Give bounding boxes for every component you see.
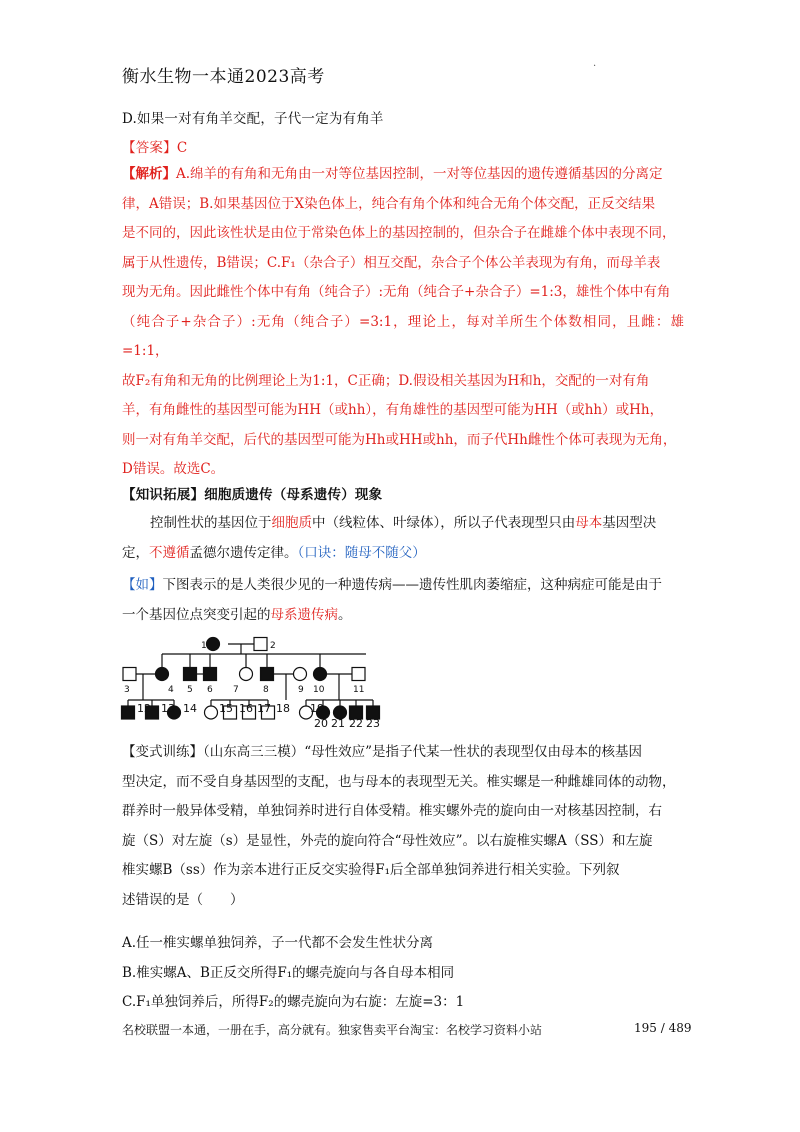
label-13: 13 <box>161 702 175 715</box>
individual-5-affected-male <box>184 668 197 681</box>
analysis-line: 羊，有角雌性的基因型可能为HH（或hh），有角雄性的基因型可能为HH（或hh）或Hh， <box>122 402 664 418</box>
variant-paragraph <box>122 738 684 915</box>
answer-label: 【答案】 <box>122 140 177 156</box>
label-14: 14 <box>183 702 197 715</box>
individual-12-affected-male <box>122 706 135 719</box>
label-20: 20 <box>314 717 328 730</box>
variant-line: 椎实螺B（ss）作为亲本进行正反交实验得F₁后全部单独饲养进行相关实验。下列叙 <box>122 862 620 878</box>
label-11: 11 <box>353 685 365 695</box>
options-list <box>122 929 684 1018</box>
label-19: 19 <box>310 702 324 715</box>
label-15: 15 <box>219 702 233 715</box>
label-9: 9 <box>298 685 304 695</box>
label-2: 2 <box>270 641 276 651</box>
knowledge-paragraph: 控制性状的基因位于细胞质中（线粒体、叶绿体），所以子代表现型只由母本基因型决 定，不遵循孟德尔遗传定律。（口诀：随母不随父） <box>122 515 657 561</box>
highlight-mother: 母本 <box>575 515 603 531</box>
option-a: A.任一椎实螺单独饲养，子一代都不会发生性状分离 <box>122 935 434 951</box>
individual-9-normal-female <box>294 668 307 681</box>
analysis-line: 故F₂有角和无角的比例理论上为1:1，C正确；D.假设相关基因为H和h，交配的一对有角 <box>122 372 650 389</box>
label-3: 3 <box>124 685 130 695</box>
label-18: 18 <box>276 702 290 715</box>
option-b: B.椎实螺A、B正反交所得F₁的螺壳旋向与各自母本相同 <box>122 964 455 981</box>
label-8: 8 <box>263 685 269 695</box>
label-7: 7 <box>233 685 239 695</box>
label-22: 22 <box>349 717 363 730</box>
header-dot: . <box>593 58 597 69</box>
variant-line: 【变式训练】（山东高三三模）“母性效应”是指子代某一性状的表现型仅由母本的核基因 <box>122 744 643 760</box>
label-23: 23 <box>366 717 380 730</box>
variant-line: 群养时一般异体受精，单独饲养时进行自体受精。椎实螺外壳的旋向由一对核基因控制，右 <box>122 803 662 819</box>
individual-4-affected-female <box>156 668 169 681</box>
individual-11-normal-male <box>352 668 365 681</box>
knowledge-title: 【知识拓展】细胞质遗传（母系遗传）现象 <box>122 487 383 503</box>
label-16: 16 <box>239 702 253 715</box>
label-4: 4 <box>168 685 174 695</box>
individual-6-affected-male <box>204 668 217 681</box>
highlight-cytoplasm: 细胞质 <box>271 515 312 531</box>
option-d: D.如果一对有角羊交配，子代一定为有角羊 <box>122 111 384 127</box>
individual-3-normal-male <box>123 668 136 681</box>
individual-10-affected-female <box>314 668 327 681</box>
analysis-line: 现为无角。因此雌性个体中有角（纯合子）:无角（纯合子+杂合子）=1:3，雄性个体中有角 <box>122 284 671 300</box>
variant-line: 述错误的是（ ） <box>122 891 244 908</box>
label-10: 10 <box>313 685 325 695</box>
option-c: C.F₁单独饲养后，所得F₂的螺壳旋向为右旋：左旋=3：1 <box>122 994 465 1010</box>
highlight-not-follow: 不遵循 <box>149 544 190 561</box>
analysis-line: （纯合子+杂合子）:无角（纯合子）=3:1，理论上，每对羊所生个体数相同，且雌：雄=1:1， <box>122 313 684 359</box>
label-5: 5 <box>187 685 193 695</box>
label-1: 1 <box>201 641 207 651</box>
individual-8-affected-male <box>261 668 274 681</box>
label-6: 6 <box>207 685 213 695</box>
analysis-line: D错误。故选C。 <box>122 461 225 477</box>
analysis-line: 是不同的，因此该性状是由位于常染色体上的基因控制的，但杂合子在雌雄个体中表现不同， <box>122 225 676 241</box>
document-header: 衡水生物一本通2023高考 <box>122 67 325 87</box>
example-label: 【如】 <box>122 577 163 593</box>
label-21: 21 <box>331 717 345 730</box>
example-paragraph: 【如】下图表示的是人类很少见的一种遗传病——遗传性肌肉萎缩症，这种病症可能是由于 一个基因位点突变引起的母系遗传病。 <box>122 577 662 623</box>
analysis-line: 则一对有角羊交配，后代的基因型可能为Hh或HH或hh，而子代Hh雌性个体可表现为无角， <box>122 431 677 448</box>
highlight-maternal: 母系遗传病 <box>270 606 338 623</box>
analysis-paragraph <box>122 160 684 485</box>
variant-line: 型决定，而不受自身基因型的支配，也与母本的表现型无关。椎实螺是一种雌雄同体的动物， <box>122 773 676 790</box>
individual-7-normal-female <box>240 668 253 681</box>
answer-line <box>122 136 187 156</box>
page-number: 195 / 489 <box>634 1021 692 1035</box>
answer-value: C <box>176 140 188 156</box>
label-17: 17 <box>257 702 271 715</box>
variant-line: 旋（S）对左旋（s）是显性，外壳的旋向符合“母性效应”。以右旋椎实螺A（SS）和左旋 <box>122 832 653 849</box>
footer-text: 名校联盟一本通，一册在手，高分就有。独家售卖平台淘宝：名校学习资料小站 <box>122 1023 543 1037</box>
individual-15-normal-female <box>205 706 218 719</box>
individual-2-normal-male <box>254 638 267 651</box>
analysis-line: 属于从性遗传，B错误；C.F₁（杂合子）相互交配，杂合子个体公羊表现为有角，而母羊表 <box>122 254 661 271</box>
analysis-line: 【解析】A.绵羊的有角和无角由一对等位基因控制，一对等位基因的遗传遵循基因的分离定 <box>122 166 663 182</box>
analysis-line: 律，A错误；B.如果基因位于X染色体上，纯合有角个体和纯合无角个体交配，正反交结果 <box>122 195 656 212</box>
analysis-label: 【解析】 <box>122 166 176 182</box>
individual-1-affected-female <box>207 638 220 651</box>
mnemonic: （口诀：随母不随父） <box>297 544 426 561</box>
label-12: 12 <box>137 702 151 715</box>
